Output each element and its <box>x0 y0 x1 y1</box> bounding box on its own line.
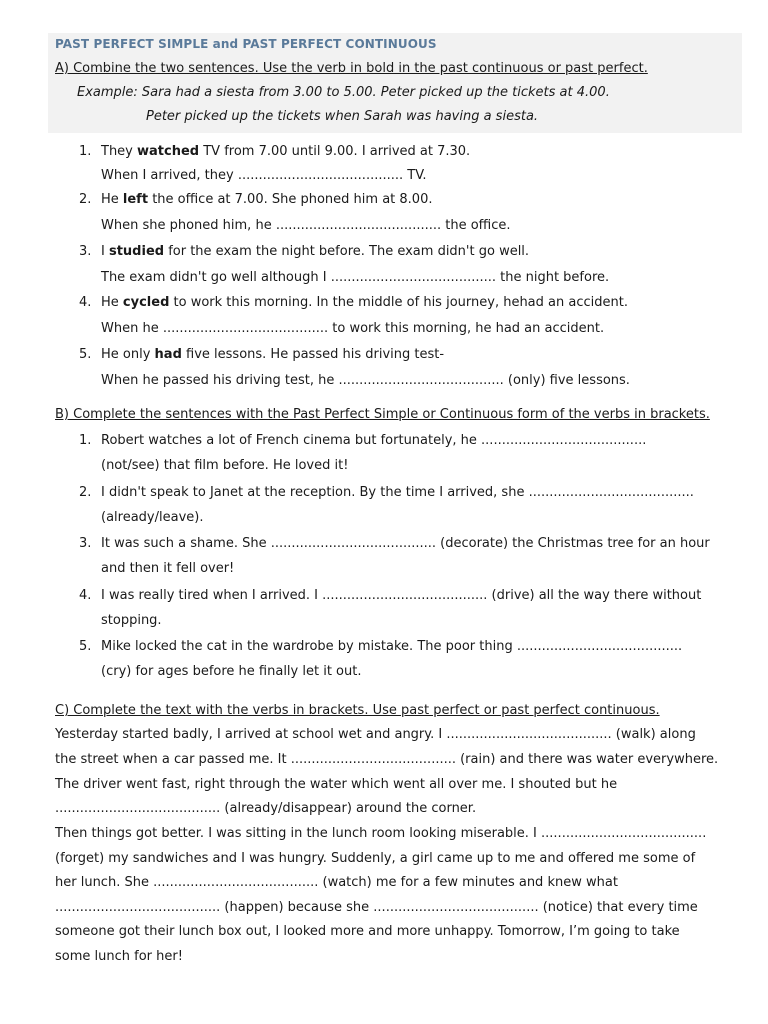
item-line2: (already/leave). <box>101 510 204 525</box>
item-sentence: He only had five lessons. He passed his driving test- <box>101 347 445 362</box>
item-line1: I was really tired when I arrived. I ........................................ (drive) all the way there without <box>101 588 702 603</box>
bold-verb: studied <box>108 244 165 259</box>
item-number: 5. <box>79 639 92 654</box>
paragraph-line: Yesterday started badly, I arrived at school wet and angry. I ........................................ (walk) along <box>55 727 696 742</box>
item-answer-line: When he ........................................ to work this morning, he had an accident. <box>101 321 605 336</box>
item-line2: (not/see) that film before. He loved it! <box>101 458 349 473</box>
paragraph-line: (forget) my sandwiches and I was hungry. Suddenly, a girl came up to me and offered me some of <box>55 851 696 866</box>
item-answer-line: When he passed his driving test, he ........................................ (only) five lessons. <box>101 373 630 388</box>
section-b-heading: B) Complete the sentences with the Past Perfect Simple or Continuous form of the verbs in brackets. <box>55 407 710 422</box>
item-number: 4. <box>79 588 92 603</box>
item-line1: I didn't speak to Janet at the reception. By the time I arrived, she ........................................ <box>101 485 694 500</box>
paragraph-line: ........................................ (happen) because she ........................................ (notice) that every time <box>55 900 698 915</box>
item-line1: It was such a shame. She ........................................ (decorate) the Christmas tree for an hour <box>101 536 710 551</box>
item-line1: Mike locked the cat in the wardrobe by mistake. The poor thing ........................................ <box>101 639 683 654</box>
paragraph-line: someone got their lunch box out, I looked more and more unhappy. Tomorrow, I’m going to take <box>55 924 680 939</box>
item-number: 2. <box>79 485 92 500</box>
item-number: 1. <box>79 144 92 159</box>
item-sentence: He left the office at 7.00. She phoned him at 8.00. <box>101 192 433 207</box>
item-number: 4. <box>79 295 92 310</box>
item-line1: Robert watches a lot of French cinema but fortunately, he ........................................ <box>101 433 647 448</box>
paragraph-line: ........................................ (already/disappear) around the corner. <box>55 801 477 816</box>
item-number: 2. <box>79 192 92 207</box>
bold-verb: had <box>154 347 182 362</box>
bold-verb: left <box>122 192 149 207</box>
paragraph-line: the street when a car passed me. It ........................................ (rain) and there was water everywhere. <box>55 752 719 767</box>
section-c-heading: C) Complete the text with the verbs in brackets. Use past perfect or past perfect continuous. <box>55 703 660 718</box>
item-answer-line: When she phoned him, he ........................................ the office. <box>101 218 511 233</box>
item-line2: (cry) for ages before he finally let it out. <box>101 664 362 679</box>
worksheet-title: PAST PERFECT SIMPLE and PAST PERFECT CONTINUOUS <box>55 37 437 51</box>
paragraph-line: The driver went fast, right through the water which went all over me. I shouted but he <box>55 777 618 792</box>
item-number: 5. <box>79 347 92 362</box>
item-answer-line: When I arrived, they ........................................ TV. <box>101 168 427 183</box>
item-sentence: They watched TV from 7.00 until 9.00. I arrived at 7.30. <box>101 144 471 159</box>
item-answer-line: The exam didn't go well although I ........................................ the night before. <box>101 270 610 285</box>
bold-verb: cycled <box>122 295 170 310</box>
item-number: 1. <box>79 433 92 448</box>
section-a-example-line1: Example: Sara had a siesta from 3.00 to 5.00. Peter picked up the tickets at 4.00. <box>77 85 610 100</box>
item-sentence: I studied for the exam the night before. The exam didn't go well. <box>101 244 530 259</box>
bold-verb: watched <box>137 144 200 159</box>
paragraph-line: her lunch. She ........................................ (watch) me for a few minutes and knew what <box>55 875 618 890</box>
section-a-heading: A) Combine the two sentences. Use the verb in bold in the past continuous or past perfect. <box>55 61 648 76</box>
item-number: 3. <box>79 536 92 551</box>
paragraph-line: Then things got better. I was sitting in the lunch room looking miserable. I ........................................ <box>55 826 707 841</box>
item-sentence: He cycled to work this morning. In the middle of his journey, hehad an accident. <box>101 295 628 310</box>
item-line2: and then it fell over! <box>101 561 235 576</box>
paragraph-line: some lunch for her! <box>55 949 183 964</box>
item-number: 3. <box>79 244 92 259</box>
item-line2: stopping. <box>101 613 162 628</box>
section-a-example-line2: Peter picked up the tickets when Sarah was having a siesta. <box>146 109 539 124</box>
